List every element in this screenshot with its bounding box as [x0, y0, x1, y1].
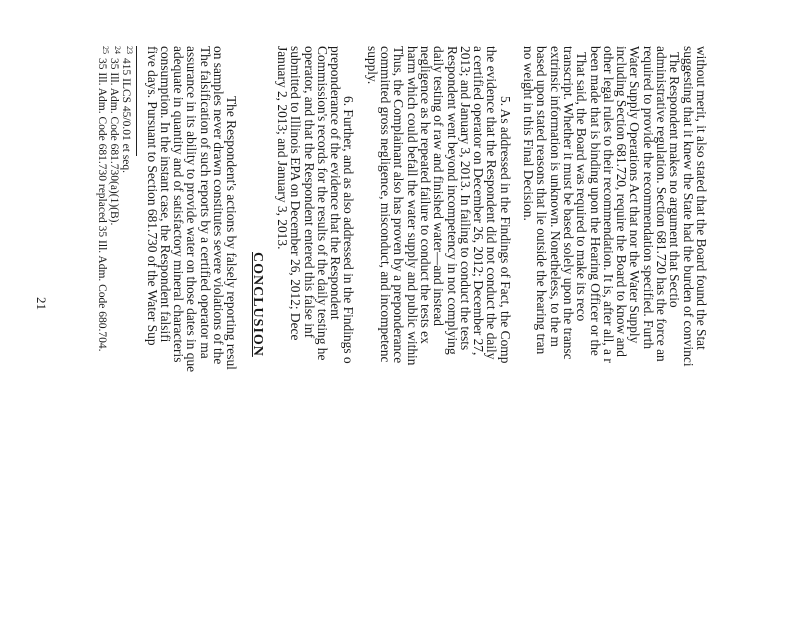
body-line: on samples never drawn constitutes severe violations of the	[211, 46, 227, 365]
body-line: 2013; and January 3, 2013. In failing to conduct the tests	[457, 46, 473, 351]
body-line: Thus, the Complainant also has proven by a preponderance	[391, 46, 407, 364]
footnote-mark: 24	[113, 46, 123, 54]
body-line: preponderance of the evidence that the Respondent	[328, 46, 344, 320]
body-line: extrinsic information is unknown. Nonetheless, to the m	[547, 46, 563, 347]
body-line: based upon stated reasons that lie outside the hearing tran	[534, 46, 550, 355]
section-heading: CONCLUSION	[249, 252, 265, 357]
body-line: a certified operator on December 26, 2012; December 27,	[471, 46, 487, 356]
body-line: operator, and that the Respondent entered this false inf	[301, 46, 317, 339]
footnote-line: 35 Ill. Adm. Code 681.730(a)(1)(B).	[108, 58, 121, 226]
body-line: committed gross negligence, misconduct, and incompetenc	[378, 46, 394, 363]
body-line: submitted to Illinois EPA on December 26, 2012; Dece	[288, 46, 304, 341]
body-line: no weight in this Final Decision.	[521, 46, 537, 221]
body-line: January 2, 2013; and January 3, 2013.	[275, 46, 290, 250]
body-line: 6. Further, and as also addressed in the Findings o	[341, 96, 357, 364]
body-line: consumption. In the instant case, the Respondent falsifi	[157, 46, 173, 343]
body-line: The Respondent's actions by falsely reporting resul	[224, 96, 240, 370]
body-line: supply.	[364, 46, 380, 85]
body-line: negligence as he repeated failure to conduct the tests ex	[418, 46, 433, 344]
footnote-mark: 23	[125, 46, 135, 54]
body-line: Respondent went beyond incompetency in not complying	[444, 46, 460, 355]
body-line: other legal rules to their recommendation. It is, after all, a r	[600, 46, 616, 363]
body-line: the evidence that the Respondent did not conduct the daily	[484, 46, 500, 360]
body-line: The falsification of such reports by a certified operator ma	[197, 46, 213, 359]
footnote-line: 35 Ill. Adm. Code 681.730 replaced 35 Ill. Adm. Code 680.704.	[96, 58, 109, 352]
footnote-rule	[136, 46, 137, 156]
body-line: suggesting that it knew the State had the burden of convinci	[680, 46, 696, 367]
body-line: daily testing of raw and finished water—and instead	[431, 46, 447, 327]
body-line: Commission's records for the results of the daily testing he	[314, 46, 330, 361]
body-line: transcript. Whether it must be based solely upon the transc	[561, 46, 576, 360]
body-line: been made that is binding upon the Hearing Officer or the	[587, 46, 603, 356]
body-line: including Section 681.720, require the Board to know and	[614, 46, 630, 357]
footnote-line: 415 ILCS 45/0.01 et seq.	[120, 58, 133, 173]
body-line: The Respondent makes no argument that Sectio	[667, 52, 683, 308]
body-line: 5. As addressed in the Findings of Fact, the Comp	[497, 96, 513, 364]
body-line: administrative regulation. Section 681.720 has the force an	[654, 46, 670, 362]
body-line: adequate in quantity and of satisfactory mineral characteris	[171, 46, 187, 363]
page-number: 21	[34, 297, 49, 310]
body-line: five days. Pursuant to Section 681.730 of the Water Sup	[144, 46, 160, 346]
body-line: required to provide the recommendation specified. Furth	[640, 46, 656, 350]
footnote-mark: 25	[101, 46, 111, 54]
body-line: That said, the Board was required to make its reco	[574, 52, 590, 322]
body-line: Water Supply Operations Act that nor the Water Supply	[627, 46, 643, 344]
body-line: assurance in its ability to provide water on those dates in que	[184, 46, 200, 373]
body-line: without merit, it also stated that the Board found the Stat	[694, 46, 709, 350]
body-line: harm which could befall the water supply and public within	[404, 46, 420, 366]
